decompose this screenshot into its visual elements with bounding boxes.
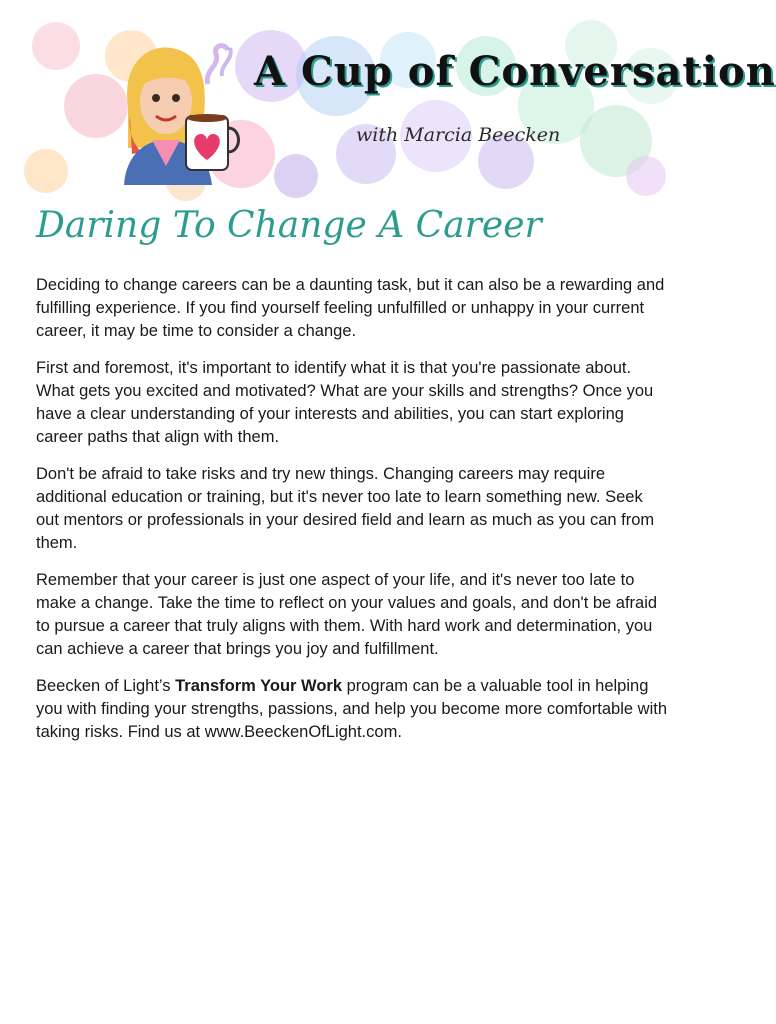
paragraph-1: Deciding to change careers can be a daunting task, but it can also be a rewarding and fulfilling experience. If you find yourself feeling unfulfilled or unhappy in your current career, it may be time to consider a change.	[36, 276, 665, 340]
closing-paragraph	[36, 675, 670, 744]
heart-mug-icon	[182, 108, 242, 178]
paragraph-3: Don't be afraid to take risks and try new things. Changing careers may require additional education or training, but it's never too late to learn something new. Seek out mentors or professionals in your desired field and learn as much as you can from them.	[36, 465, 655, 552]
banner-subtitle: with Marcia Beecken	[356, 124, 561, 146]
program-name: Transform Your Work	[175, 677, 342, 695]
header-banner	[36, 36, 776, 185]
closing-lead: Beecken of Light’s	[36, 677, 176, 695]
article-body	[36, 274, 670, 758]
banner-title: A Cup of Conversation	[254, 48, 776, 95]
closing-rest: program can be a valuable tool in helping you with finding your strengths, passions, and help you become more comfortable with taking risks. Find us at www.BeeckenOfLight.com.	[36, 677, 668, 741]
paragraph-4: Remember that your career is just one aspect of your life, and it's never too late to make a change. Take the time to reflect on your values and goals, and don't be afraid to pursue a career that truly aligns with them. With hard work and determination, you can achieve a career that brings you joy and fulfillment.	[36, 571, 658, 658]
paragraph-2: First and foremost, it's important to identify what it is that you're passionate about. What gets you excited and motivated? What are your skills and strengths? Once you have a clear understanding of your interests and abilities, you can start exploring career paths that align with them.	[36, 359, 654, 446]
article-title: Daring To Change A Career	[36, 205, 542, 246]
